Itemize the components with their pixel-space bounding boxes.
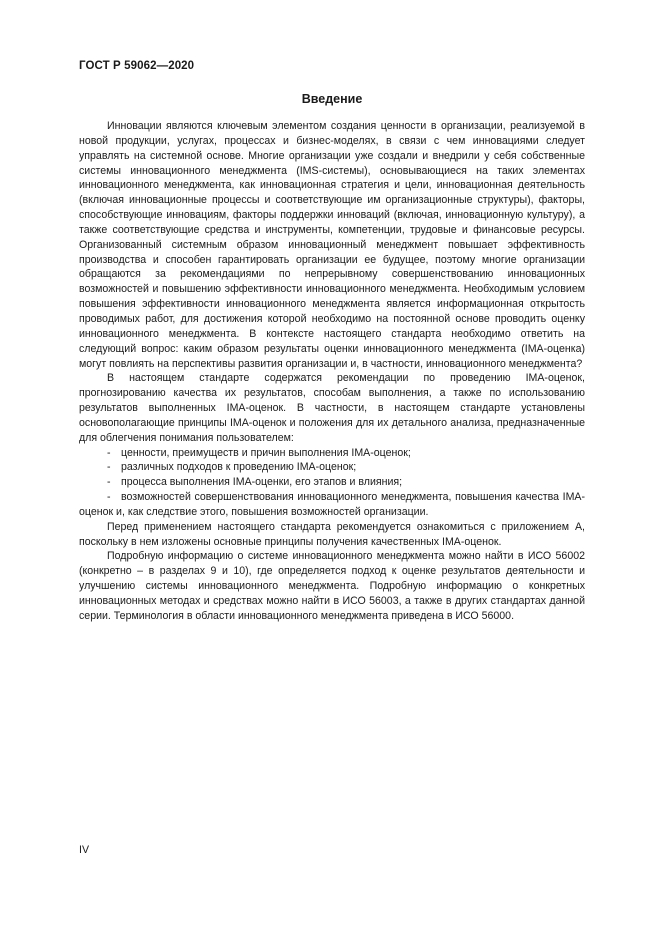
- paragraph-references: Подробную информацию о системе инновационного менеджмента можно найти в ИСО 56002 (конкретно – в разделах 9 и 10), где определяется подход к оценке результатов деятельности и улучшению системы инновационного менеджмента. Подробную информацию о конкретных инновационных методах и средствах можно найти в ИСО 56003, а также в других стандартах данной серии. Терминология в области инновационного менеджмента приведена в ИСО 56000.: [79, 550, 585, 622]
- document-header: ГОСТ Р 59062—2020: [79, 60, 195, 72]
- section-title: Введение: [301, 92, 363, 106]
- page-number: IV: [79, 844, 90, 856]
- list-marker: -: [107, 446, 111, 459]
- list-item: - возможностей совершенствования инновационного менеджмента, повышения качества IMA-оценок и, как следствие этого, повышения возможностей организации.: [79, 491, 585, 518]
- list-marker: -: [107, 461, 111, 474]
- paragraph-scope: В настоящем стандарте содержатся рекомендации по проведению IMA-оценок, прогнозированию качества их результатов, способам выполнения, а также по использованию результатов выполненных IMA-оценок. В частности, в настоящем стандарте установлены основополагающие принципы IMA-оценок и положения для их детального анализа, предназначенные для облегчения понимания пользователем:: [79, 372, 585, 444]
- list-marker: -: [107, 491, 111, 504]
- document-body: [79, 119, 585, 624]
- paragraph-intro: Инновации являются ключевым элементом создания ценности в организации, реализуемой в новой продукции, услугах, процессах и бизнес-моделях, в связи с чем инновациями следует управлять на системной основе. Многие организации уже создали и внедрили у себя собственные системы инновационного менеджмента (IMS-системы), основывающиеся на таких элементах инновационного менеджмента, как инновационная стратегия и цели, инновационная деятельность (включая инновационные процессы и соответствующие им организационные структуры), факторы, способствующие инновациям, факторы поддержки инноваций (включая, инновационную культуру), а также соответствующие средства и инструменты, компетенции, трудовые и финансовые ресурсы. Организованный системным образом инновационный менеджмент повышает эффективность производства и способен гарантировать организации ее будущее, поэтому многие организации обращаются за рекомендациями по непрерывному совершенствованию инновационных возможностей и повышению эффективности инновационного менеджмента. Необходимым условием повышения эффективности инновационного менеджмента является информационная открытость проводимых работ, для достижения которой необходимо на постоянной основе проводить оценку инновационного менеджмента. В контексте настоящего стандарта необходимо ответить на следующий вопрос: каким образом результаты оценки инновационного менеджмента (IMA-оценка) могут повлиять на перспективы развития организации и, в частности, инновационного менеджмента?: [79, 120, 585, 370]
- bullet-list: [79, 446, 585, 520]
- list-item: - различных подходов к проведению IMA-оценок;: [107, 461, 357, 474]
- list-item: - процесса выполнения IMA-оценки, его этапов и влияния;: [107, 476, 403, 489]
- paragraph-annex-note: Перед применением настоящего стандарта рекомендуется ознакомиться с приложением А, поскольку в нем изложены основные принципы получения качественных IMA-оценок.: [79, 520, 585, 548]
- list-marker: -: [107, 476, 111, 489]
- list-item: - ценности, преимуществ и причин выполнения IMA-оценок;: [107, 446, 411, 459]
